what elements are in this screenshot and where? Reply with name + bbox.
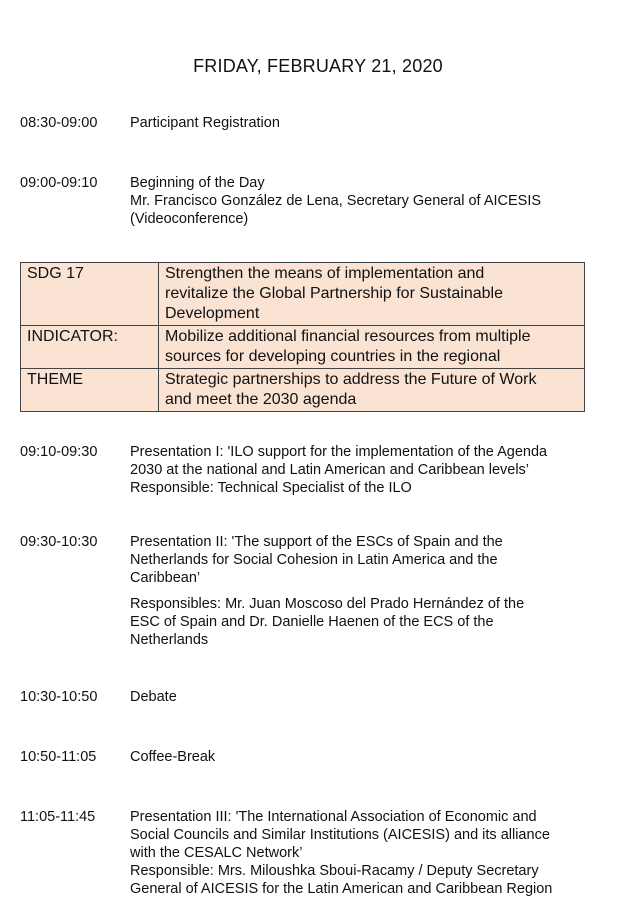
entry-line: Debate: [130, 689, 177, 705]
entry-description: [130, 533, 600, 649]
sdg-table: [20, 262, 585, 412]
entry-line: Responsibles: Mr. Juan Moscoso del Prado Hernández of the ESC of Spain and Dr. Danielle Haenen of the ECS of the Netherlands: [130, 596, 525, 648]
table-key-cell: SDG 17: [21, 263, 159, 326]
entry-time: 09:10-09:30: [20, 444, 98, 460]
entry-line: Presentation II: 'The support of the ESCs of Spain and the Netherlands for Social Cohesion in Latin America and the Caribbean’: [130, 534, 503, 586]
table-row: [21, 263, 585, 326]
page-title: FRIDAY, FEBRUARY 21, 2020: [193, 56, 443, 76]
entry-time: 11:05-11:45: [20, 809, 96, 825]
table-value-cell: Strengthen the means of implementation and revitalize the Global Partnership for Sustainable Development: [159, 263, 585, 326]
table-value-cell: Strategic partnerships to address the Future of Work and meet the 2030 agenda: [159, 369, 585, 412]
entry-time: 10:30-10:50: [20, 689, 98, 705]
table-row: [21, 326, 585, 369]
entry-line: Presentation III: 'The International Association of Economic and Social Councils and Similar Institutions (AICESIS) and its alliance with the CESALC Network’ Responsible: Mrs. Miloushka Sboui-Racamy / Deputy Secretary General of AICESIS for the Latin American and Caribbean Region: [130, 809, 553, 897]
entry-time: 09:30-10:30: [20, 534, 98, 550]
entry-time: 08:30-09:00: [20, 115, 98, 131]
table-value-cell: Mobilize additional financial resources from multiple sources for developing countries in the regional: [159, 326, 585, 369]
entry-time: 10:50-11:05: [20, 749, 97, 765]
table-row: [21, 369, 585, 412]
entry-time: 09:00-09:10: [20, 175, 98, 191]
entry-line: Participant Registration: [130, 115, 280, 131]
entry-description: [130, 748, 600, 766]
entry-line: Coffee-Break: [130, 749, 216, 765]
table-key-cell: THEME: [21, 369, 159, 412]
entry-description: [130, 808, 600, 898]
table-key-cell: INDICATOR:: [21, 326, 159, 369]
entry-description: [130, 688, 600, 706]
entry-line: Presentation I: 'ILO support for the implementation of the Agenda 2030 at the national and Latin American and Caribbean levels’ Responsible: Technical Specialist of the ILO: [130, 444, 548, 496]
entry-line: Beginning of the Day Mr. Francisco González de Lena, Secretary General of AICESIS (Videoconference): [130, 175, 542, 227]
entry-description: [130, 174, 600, 228]
entry-description: [130, 114, 600, 132]
entry-description: [130, 443, 600, 497]
